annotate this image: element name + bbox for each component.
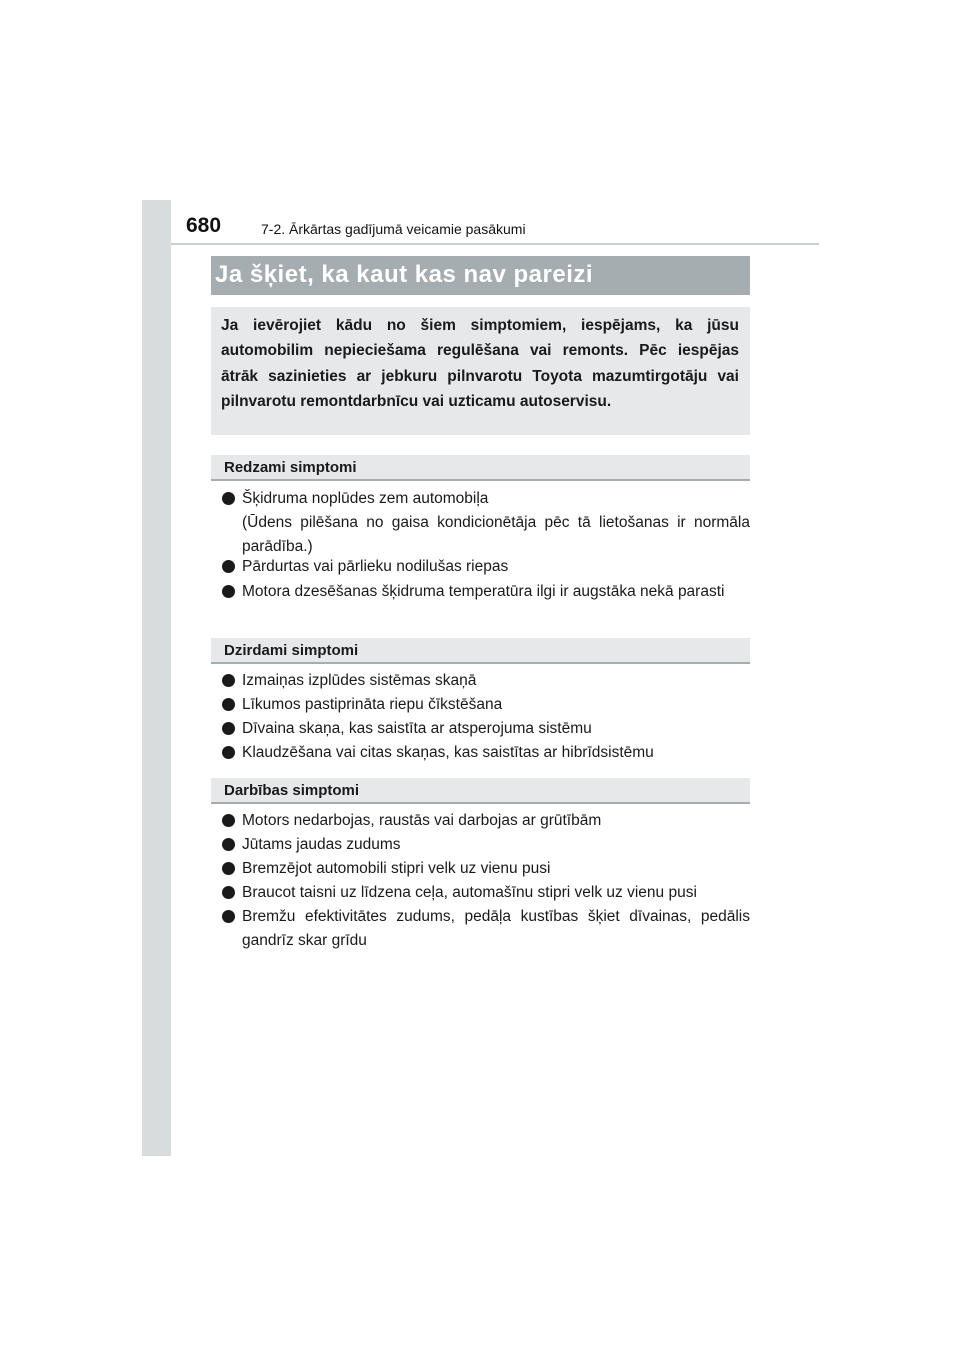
list-item bbox=[222, 857, 750, 881]
page-number: 680 bbox=[186, 214, 222, 237]
list-item-text: Bremžu efektivitātes zudums, pedāļa kustības šķiet dīvainas, pedālis gandrīz skar grīdu bbox=[242, 908, 750, 949]
list-item bbox=[222, 693, 750, 717]
list-item-note: (Ūdens pilēšana no gaisa kondicionētāja pēc tā lietošanas ir normāla parādība.) bbox=[242, 514, 750, 555]
section-header-audible bbox=[211, 638, 750, 664]
header-rule bbox=[171, 243, 819, 245]
list-item-text: Izmaiņas izplūdes sistēmas skaņā bbox=[242, 672, 477, 689]
list-item bbox=[222, 487, 750, 559]
list-item-text: Klaudzēšana vai citas skaņas, kas saistītas ar hibrīdsistēmu bbox=[242, 744, 654, 761]
list-item-text: Pārdurtas vai pārlieku nodilušas riepas bbox=[242, 558, 509, 575]
list-item-text: Braucot taisni uz līdzena ceļa, automašīnu stipri velk uz vienu pusi bbox=[242, 884, 697, 901]
list-item-text: Motora dzesēšanas šķidruma temperatūra ilgi ir augstāka nekā parasti bbox=[242, 583, 725, 600]
bullet-icon bbox=[222, 746, 235, 759]
bullet-icon bbox=[222, 492, 235, 505]
list-item-text: Šķidruma noplūdes zem automobiļa bbox=[242, 490, 489, 507]
bullet-icon bbox=[222, 722, 235, 735]
list-item bbox=[222, 580, 750, 604]
bullet-icon bbox=[222, 674, 235, 687]
section-heading: Dzirdami simptomi bbox=[224, 642, 359, 659]
list-item bbox=[222, 905, 750, 953]
bullet-icon bbox=[222, 560, 235, 573]
section-header-operational bbox=[211, 778, 750, 804]
list-item bbox=[222, 669, 750, 693]
bullet-icon bbox=[222, 698, 235, 711]
list-item bbox=[222, 555, 750, 579]
list-item-text: Motors nedarbojas, raustās vai darbojas ar grūtībām bbox=[242, 812, 602, 829]
list-item bbox=[222, 809, 750, 833]
page-title: Ja šķiet, ka kaut kas nav pareizi bbox=[215, 261, 594, 288]
section-heading: Redzami simptomi bbox=[224, 459, 357, 476]
intro-text: Ja ievērojiet kādu no šiem simptomiem, iespējams, ka jūsu automobilim nepieciešama regulēšana vai remonts. Pēc iespējas ātrāk sazinieties ar jebkuru pilnvarotu Toyota mazumtirgotāju vai pilnvarotu remontdarbnīcu vai uzticamu autoservisu. bbox=[221, 317, 739, 411]
section-header-visible bbox=[211, 455, 750, 481]
list-item bbox=[222, 881, 750, 905]
bullet-icon bbox=[222, 910, 235, 923]
bullet-icon bbox=[222, 862, 235, 875]
list-item-text: Līkumos pastiprināta riepu čīkstēšana bbox=[242, 696, 503, 713]
bullet-icon bbox=[222, 838, 235, 851]
list-item-text: Bremzējot automobili stipri velk uz vienu pusi bbox=[242, 860, 551, 877]
bullet-icon bbox=[222, 814, 235, 827]
chapter-title: 7-2. Ārkārtas gadījumā veicamie pasākumi bbox=[261, 221, 526, 237]
list-item-text: Dīvaina skaņa, kas saistīta ar atsperojuma sistēmu bbox=[242, 720, 592, 737]
list-item bbox=[222, 741, 750, 765]
list-item-text: Jūtams jaudas zudums bbox=[242, 836, 401, 853]
bullet-icon bbox=[222, 886, 235, 899]
bullet-icon bbox=[222, 585, 235, 598]
side-band bbox=[142, 200, 171, 1156]
list-item bbox=[222, 833, 750, 857]
list-item bbox=[222, 717, 750, 741]
section-heading: Darbības simptomi bbox=[224, 782, 360, 799]
